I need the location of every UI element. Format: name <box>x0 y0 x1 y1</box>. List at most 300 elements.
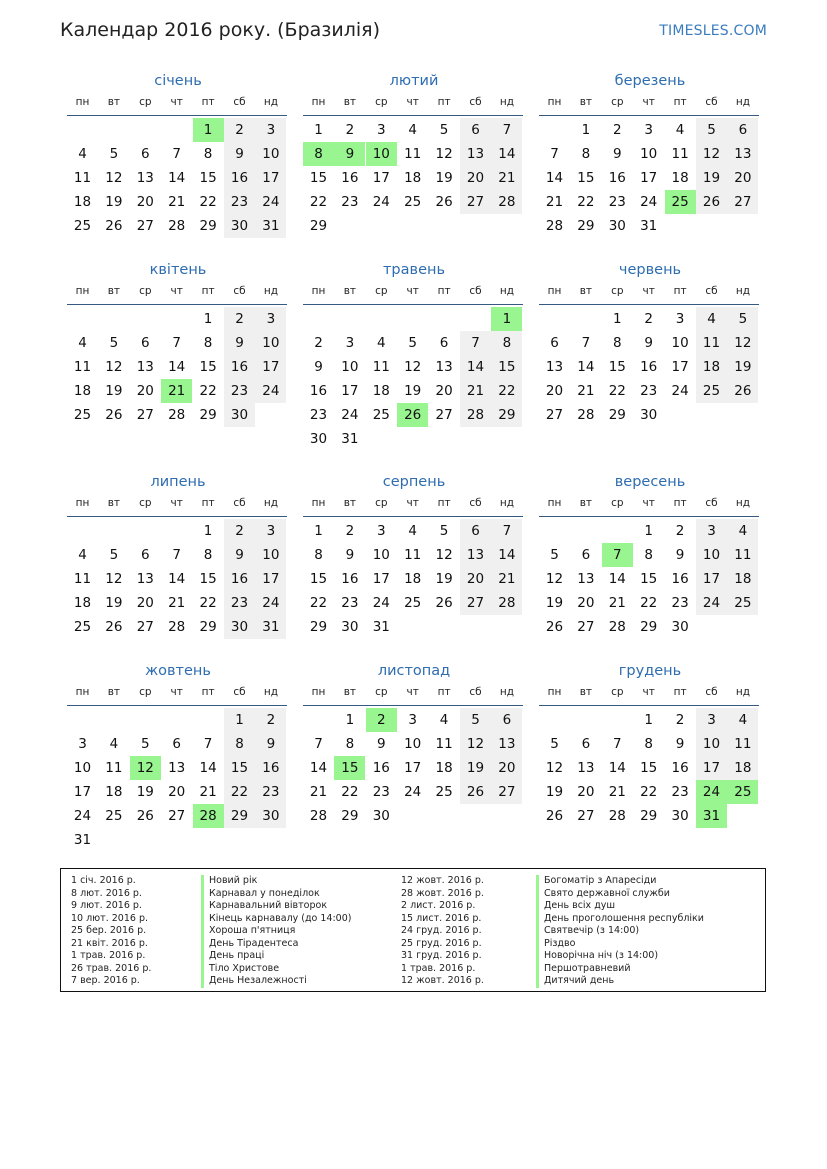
day-cell: 18 <box>404 170 422 186</box>
day-cell: 24 <box>255 379 286 403</box>
day-cell: 30 <box>640 407 658 423</box>
weekday-header: чт <box>406 686 419 698</box>
day-cell: 13 <box>491 732 522 756</box>
holiday-day-cell: 25 <box>665 190 696 214</box>
legend-date: 12 жовт. 2016 р. <box>401 975 484 986</box>
day-cell: 29 <box>608 407 626 423</box>
weekday-header: пт <box>201 96 215 108</box>
weekday-header: нд <box>499 96 514 108</box>
day-cell: 23 <box>341 194 359 210</box>
day-cell: 19 <box>105 383 123 399</box>
weekday-header: чт <box>642 96 655 108</box>
day-cell: 27 <box>545 407 564 423</box>
day-cell: 9 <box>224 543 255 567</box>
month-title: грудень <box>618 663 682 679</box>
day-cell: 4 <box>696 307 727 331</box>
weekday-header: чт <box>170 686 183 698</box>
header-divider <box>539 304 759 305</box>
day-cell: 15 <box>199 170 217 186</box>
day-cell: 4 <box>727 519 758 543</box>
weekday-header: чт <box>170 285 183 297</box>
legend-date: 25 груд. 2016 р. <box>401 937 482 949</box>
day-cell: 26 <box>545 619 564 635</box>
day-cell: 4 <box>109 736 119 752</box>
header-divider <box>539 115 759 116</box>
day-cell: 4 <box>78 146 87 162</box>
month-title: липень <box>150 474 206 490</box>
day-cell: 20 <box>136 595 154 611</box>
day-cell: 18 <box>372 383 390 399</box>
weekday-header: сб <box>233 96 246 108</box>
header-divider <box>67 304 287 305</box>
day-cell: 2 <box>345 523 355 539</box>
legend-date: 24 груд. 2016 р. <box>401 925 482 936</box>
header-divider <box>539 705 759 706</box>
day-cell: 7 <box>491 519 522 543</box>
day-cell: 6 <box>727 118 758 142</box>
day-cell: 24 <box>404 784 422 800</box>
day-cell: 28 <box>460 403 491 427</box>
day-cell: 5 <box>439 122 449 138</box>
day-cell: 16 <box>224 355 255 379</box>
weekday-header: чт <box>170 96 183 108</box>
day-cell: 30 <box>309 431 328 447</box>
day-cell: 17 <box>255 567 286 591</box>
day-cell: 23 <box>671 595 689 611</box>
legend-holiday-name: Дитячий день <box>536 975 704 988</box>
weekday-header: пт <box>437 686 451 698</box>
day-cell: 18 <box>727 756 758 780</box>
day-cell: 28 <box>168 407 186 423</box>
day-cell: 30 <box>671 808 689 824</box>
day-cell: 5 <box>109 146 119 162</box>
day-cell: 24 <box>341 407 359 423</box>
holiday-day-cell: 15 <box>334 756 365 780</box>
holiday-day-cell: 1 <box>491 307 522 331</box>
day-cell: 3 <box>255 519 286 543</box>
day-cell: 13 <box>545 359 564 375</box>
month-title: квітень <box>149 262 207 278</box>
day-cell: 20 <box>491 756 522 780</box>
day-cell: 21 <box>491 166 522 190</box>
day-cell: 23 <box>224 379 255 403</box>
month-title: червень <box>618 262 682 278</box>
day-cell: 7 <box>581 335 591 351</box>
day-cell: 19 <box>545 595 564 611</box>
day-cell: 16 <box>640 359 658 375</box>
weekday-header: пт <box>201 285 215 297</box>
day-cell: 31 <box>372 619 390 635</box>
weekday-header: сб <box>233 285 246 297</box>
day-cell: 23 <box>255 780 286 804</box>
day-cell: 11 <box>372 359 390 375</box>
weekday-header: пн <box>311 497 326 509</box>
day-cell: 4 <box>727 708 758 732</box>
day-cell: 18 <box>404 571 422 587</box>
day-cell: 19 <box>727 355 758 379</box>
day-cell: 10 <box>255 142 286 166</box>
day-cell: 11 <box>435 736 453 752</box>
legend-date: 15 лист. 2016 р. <box>401 912 482 924</box>
day-cell: 8 <box>203 547 213 563</box>
day-cell: 24 <box>372 194 390 210</box>
holiday-day-cell: 24 <box>696 780 727 804</box>
day-cell: 29 <box>309 619 328 635</box>
day-cell: 18 <box>696 355 727 379</box>
day-cell: 10 <box>696 732 727 756</box>
day-cell: 12 <box>460 732 491 756</box>
weekday-header: нд <box>263 96 278 108</box>
day-cell: 29 <box>309 218 328 234</box>
day-cell: 15 <box>640 760 658 776</box>
day-cell: 11 <box>404 146 422 162</box>
weekday-header: нд <box>735 285 750 297</box>
day-cell: 9 <box>644 335 653 351</box>
day-cell: 28 <box>608 808 626 824</box>
weekday-header: вт <box>107 285 121 297</box>
day-cell: 11 <box>696 331 727 355</box>
header-divider <box>539 516 759 517</box>
day-cell: 22 <box>199 383 217 399</box>
day-cell: 16 <box>671 760 689 776</box>
weekday-header: пн <box>75 285 90 297</box>
day-cell: 31 <box>255 214 286 238</box>
day-cell: 20 <box>168 784 186 800</box>
day-cell: 9 <box>675 736 685 752</box>
day-cell: 9 <box>675 547 685 563</box>
legend-holiday-name: Святвечір (з 14:00) <box>536 925 704 938</box>
weekday-header: пт <box>201 497 215 509</box>
day-cell: 21 <box>577 383 595 399</box>
day-cell: 20 <box>727 166 758 190</box>
day-cell: 23 <box>309 407 328 423</box>
day-cell: 28 <box>168 218 186 234</box>
weekday-header: нд <box>263 285 278 297</box>
day-cell: 8 <box>203 335 213 351</box>
holiday-day-cell: 26 <box>397 403 428 427</box>
day-cell: 28 <box>577 407 595 423</box>
day-cell: 3 <box>696 519 727 543</box>
day-cell: 6 <box>172 736 181 752</box>
legend-date: 8 лют. 2016 р. <box>71 887 142 899</box>
day-cell: 1 <box>314 122 323 138</box>
day-cell: 5 <box>109 335 119 351</box>
day-cell: 7 <box>172 335 181 351</box>
weekday-header: ср <box>375 497 388 509</box>
day-cell: 17 <box>255 166 286 190</box>
day-cell: 29 <box>640 808 658 824</box>
day-cell: 14 <box>608 571 626 587</box>
day-cell: 25 <box>435 784 453 800</box>
day-cell: 28 <box>309 808 328 824</box>
day-cell: 12 <box>435 146 453 162</box>
day-cell: 10 <box>671 335 689 351</box>
day-cell: 12 <box>105 571 123 587</box>
day-cell: 2 <box>314 335 323 351</box>
weekday-header: ср <box>375 285 388 297</box>
day-cell: 3 <box>255 118 286 142</box>
day-cell: 11 <box>105 760 123 776</box>
day-cell: 2 <box>224 519 255 543</box>
holiday-day-cell: 28 <box>193 804 224 828</box>
day-cell: 21 <box>168 194 186 210</box>
page-title: Календар 2016 року. (Бразилія) <box>60 19 381 41</box>
day-cell: 1 <box>203 311 213 327</box>
month-title: січень <box>154 73 202 89</box>
day-cell: 30 <box>608 218 626 234</box>
day-cell: 19 <box>136 784 154 800</box>
legend-right-names <box>536 875 704 988</box>
day-cell: 26 <box>435 194 453 210</box>
day-cell: 4 <box>78 335 87 351</box>
legend-holiday-name: День проголошення республіки <box>536 913 704 926</box>
day-cell: 21 <box>460 379 491 403</box>
day-cell: 20 <box>136 194 154 210</box>
day-cell: 2 <box>224 307 255 331</box>
weekday-header: вт <box>343 497 357 509</box>
day-cell: 2 <box>675 712 685 728</box>
day-cell: 3 <box>377 122 386 138</box>
day-cell: 18 <box>727 567 758 591</box>
weekday-header: сб <box>705 96 718 108</box>
day-cell: 1 <box>203 523 213 539</box>
day-cell: 29 <box>491 403 522 427</box>
day-cell: 13 <box>435 359 453 375</box>
day-cell: 4 <box>408 523 417 539</box>
day-cell: 20 <box>460 567 491 591</box>
weekday-header: вт <box>343 285 357 297</box>
day-cell: 13 <box>136 571 154 587</box>
legend-date: 31 груд. 2016 р. <box>401 950 482 961</box>
weekday-header: сб <box>469 285 482 297</box>
day-cell: 27 <box>460 190 491 214</box>
day-cell: 16 <box>372 760 390 776</box>
day-cell: 18 <box>435 760 453 776</box>
day-cell: 19 <box>435 571 453 587</box>
day-cell: 2 <box>675 523 685 539</box>
day-cell: 23 <box>608 194 626 210</box>
day-cell: 8 <box>203 146 213 162</box>
brand-link[interactable]: TIMESLES.COM <box>659 23 767 39</box>
day-cell: 10 <box>255 331 286 355</box>
day-cell: 23 <box>671 784 689 800</box>
day-cell: 7 <box>491 118 522 142</box>
legend-holiday-name: Карнавал у понеділок <box>201 888 351 901</box>
day-cell: 15 <box>309 170 328 186</box>
holiday-day-cell: 2 <box>366 708 397 732</box>
day-cell: 21 <box>491 567 522 591</box>
day-cell: 20 <box>435 383 453 399</box>
header-divider <box>67 115 287 116</box>
day-cell: 30 <box>372 808 390 824</box>
day-cell: 13 <box>577 571 595 587</box>
day-cell: 2 <box>613 122 622 138</box>
weekday-header: сб <box>469 497 482 509</box>
weekday-header: пт <box>437 497 451 509</box>
day-cell: 12 <box>105 170 123 186</box>
legend-holiday-name: День праці <box>201 950 351 963</box>
day-cell: 10 <box>640 146 658 162</box>
day-cell: 11 <box>671 146 689 162</box>
day-cell: 29 <box>199 407 217 423</box>
day-cell: 26 <box>136 808 154 824</box>
day-cell: 11 <box>73 170 92 186</box>
day-cell: 9 <box>255 732 286 756</box>
day-cell: 16 <box>341 571 359 587</box>
holiday-day-cell: 12 <box>130 756 161 780</box>
day-cell: 16 <box>309 383 328 399</box>
day-cell: 1 <box>224 708 255 732</box>
weekday-header: пт <box>673 96 687 108</box>
day-cell: 29 <box>224 804 255 828</box>
weekday-header: чт <box>406 96 419 108</box>
day-cell: 16 <box>224 166 255 190</box>
day-cell: 7 <box>314 736 323 752</box>
day-cell: 5 <box>109 547 119 563</box>
day-cell: 16 <box>671 571 689 587</box>
legend-date: 28 жовт. 2016 р. <box>401 887 484 899</box>
day-cell: 13 <box>136 170 154 186</box>
weekday-header: пт <box>673 497 687 509</box>
day-cell: 25 <box>73 218 92 234</box>
weekday-header: вт <box>107 686 121 698</box>
day-cell: 5 <box>439 523 449 539</box>
day-cell: 17 <box>255 355 286 379</box>
weekday-header: нд <box>735 96 750 108</box>
day-cell: 22 <box>341 784 359 800</box>
day-cell: 27 <box>136 218 154 234</box>
day-cell: 25 <box>696 379 727 403</box>
day-cell: 17 <box>372 571 390 587</box>
day-cell: 12 <box>435 547 453 563</box>
day-cell: 19 <box>404 383 422 399</box>
weekday-header: ср <box>611 96 624 108</box>
day-cell: 1 <box>314 523 323 539</box>
legend-date: 12 жовт. 2016 р. <box>401 875 484 886</box>
day-cell: 19 <box>105 194 123 210</box>
day-cell: 27 <box>136 619 154 635</box>
day-cell: 29 <box>199 619 217 635</box>
day-cell: 31 <box>73 832 92 848</box>
day-cell: 11 <box>404 547 422 563</box>
day-cell: 22 <box>309 595 328 611</box>
legend-holiday-name: День всіх душ <box>536 900 704 913</box>
day-cell: 1 <box>581 122 591 138</box>
weekday-header: ср <box>139 686 152 698</box>
weekday-header: пн <box>311 96 326 108</box>
day-cell: 14 <box>309 760 328 776</box>
day-cell: 23 <box>224 591 255 615</box>
day-cell: 17 <box>696 756 727 780</box>
day-cell: 15 <box>491 355 522 379</box>
day-cell: 8 <box>644 736 653 752</box>
day-cell: 22 <box>491 379 522 403</box>
day-cell: 27 <box>136 407 154 423</box>
day-cell: 4 <box>675 122 685 138</box>
day-cell: 30 <box>224 214 255 238</box>
day-cell: 24 <box>696 591 727 615</box>
day-cell: 16 <box>224 567 255 591</box>
weekday-header: пн <box>547 96 562 108</box>
holiday-day-cell: 7 <box>602 543 633 567</box>
day-cell: 6 <box>460 519 491 543</box>
legend-holiday-name: Свято державної служби <box>536 888 704 901</box>
day-cell: 20 <box>460 166 491 190</box>
day-cell: 19 <box>435 170 453 186</box>
day-cell: 25 <box>727 591 758 615</box>
day-cell: 16 <box>341 170 359 186</box>
day-cell: 3 <box>644 122 653 138</box>
weekday-header: вт <box>343 96 357 108</box>
day-cell: 12 <box>727 331 758 355</box>
day-cell: 24 <box>73 808 92 824</box>
day-cell: 9 <box>224 142 255 166</box>
weekday-header: пт <box>673 686 687 698</box>
weekday-header: сб <box>469 686 482 698</box>
day-cell: 7 <box>172 146 181 162</box>
weekday-header: ср <box>611 686 624 698</box>
day-cell: 5 <box>727 307 758 331</box>
day-cell: 22 <box>640 595 658 611</box>
day-cell: 17 <box>341 383 359 399</box>
legend-date: 1 трав. 2016 р. <box>401 962 476 974</box>
day-cell: 24 <box>255 190 286 214</box>
day-cell: 4 <box>408 122 417 138</box>
day-cell: 28 <box>491 190 522 214</box>
legend-date: 1 трав. 2016 р. <box>71 950 146 961</box>
day-cell: 18 <box>73 383 92 399</box>
day-cell: 5 <box>141 736 150 752</box>
weekday-header: нд <box>263 686 278 698</box>
day-cell: 23 <box>341 595 359 611</box>
day-cell: 25 <box>73 619 92 635</box>
weekday-header: чт <box>406 285 419 297</box>
day-cell: 2 <box>345 122 355 138</box>
day-cell: 14 <box>491 142 522 166</box>
day-cell: 4 <box>377 335 386 351</box>
day-cell: 8 <box>491 331 522 355</box>
day-cell: 14 <box>608 760 626 776</box>
day-cell: 14 <box>577 359 595 375</box>
day-cell: 15 <box>577 170 595 186</box>
legend-holiday-name: Новорічна ніч (з 14:00) <box>536 950 704 963</box>
weekday-header: ср <box>139 497 152 509</box>
legend-date: 9 лют. 2016 р. <box>71 900 142 911</box>
day-cell: 13 <box>727 142 758 166</box>
legend-holiday-name: Новий рік <box>201 875 351 888</box>
day-cell: 7 <box>550 146 559 162</box>
day-cell: 5 <box>550 547 559 563</box>
legend-date: 25 бер. 2016 р. <box>71 925 147 936</box>
day-cell: 15 <box>309 571 328 587</box>
day-cell: 19 <box>105 595 123 611</box>
day-cell: 21 <box>608 595 626 611</box>
day-cell: 11 <box>73 359 92 375</box>
month-title: серпень <box>382 474 446 490</box>
holiday-legend <box>60 868 766 992</box>
day-cell: 3 <box>345 335 355 351</box>
holiday-day-cell: 31 <box>696 804 727 828</box>
day-cell: 27 <box>577 808 595 824</box>
day-cell: 6 <box>491 708 522 732</box>
day-cell: 20 <box>577 595 595 611</box>
weekday-header: пн <box>547 285 562 297</box>
weekday-header: нд <box>499 497 514 509</box>
day-cell: 10 <box>372 547 390 563</box>
day-cell: 6 <box>439 335 449 351</box>
weekday-header: ср <box>139 96 152 108</box>
weekday-header: пн <box>547 686 562 698</box>
